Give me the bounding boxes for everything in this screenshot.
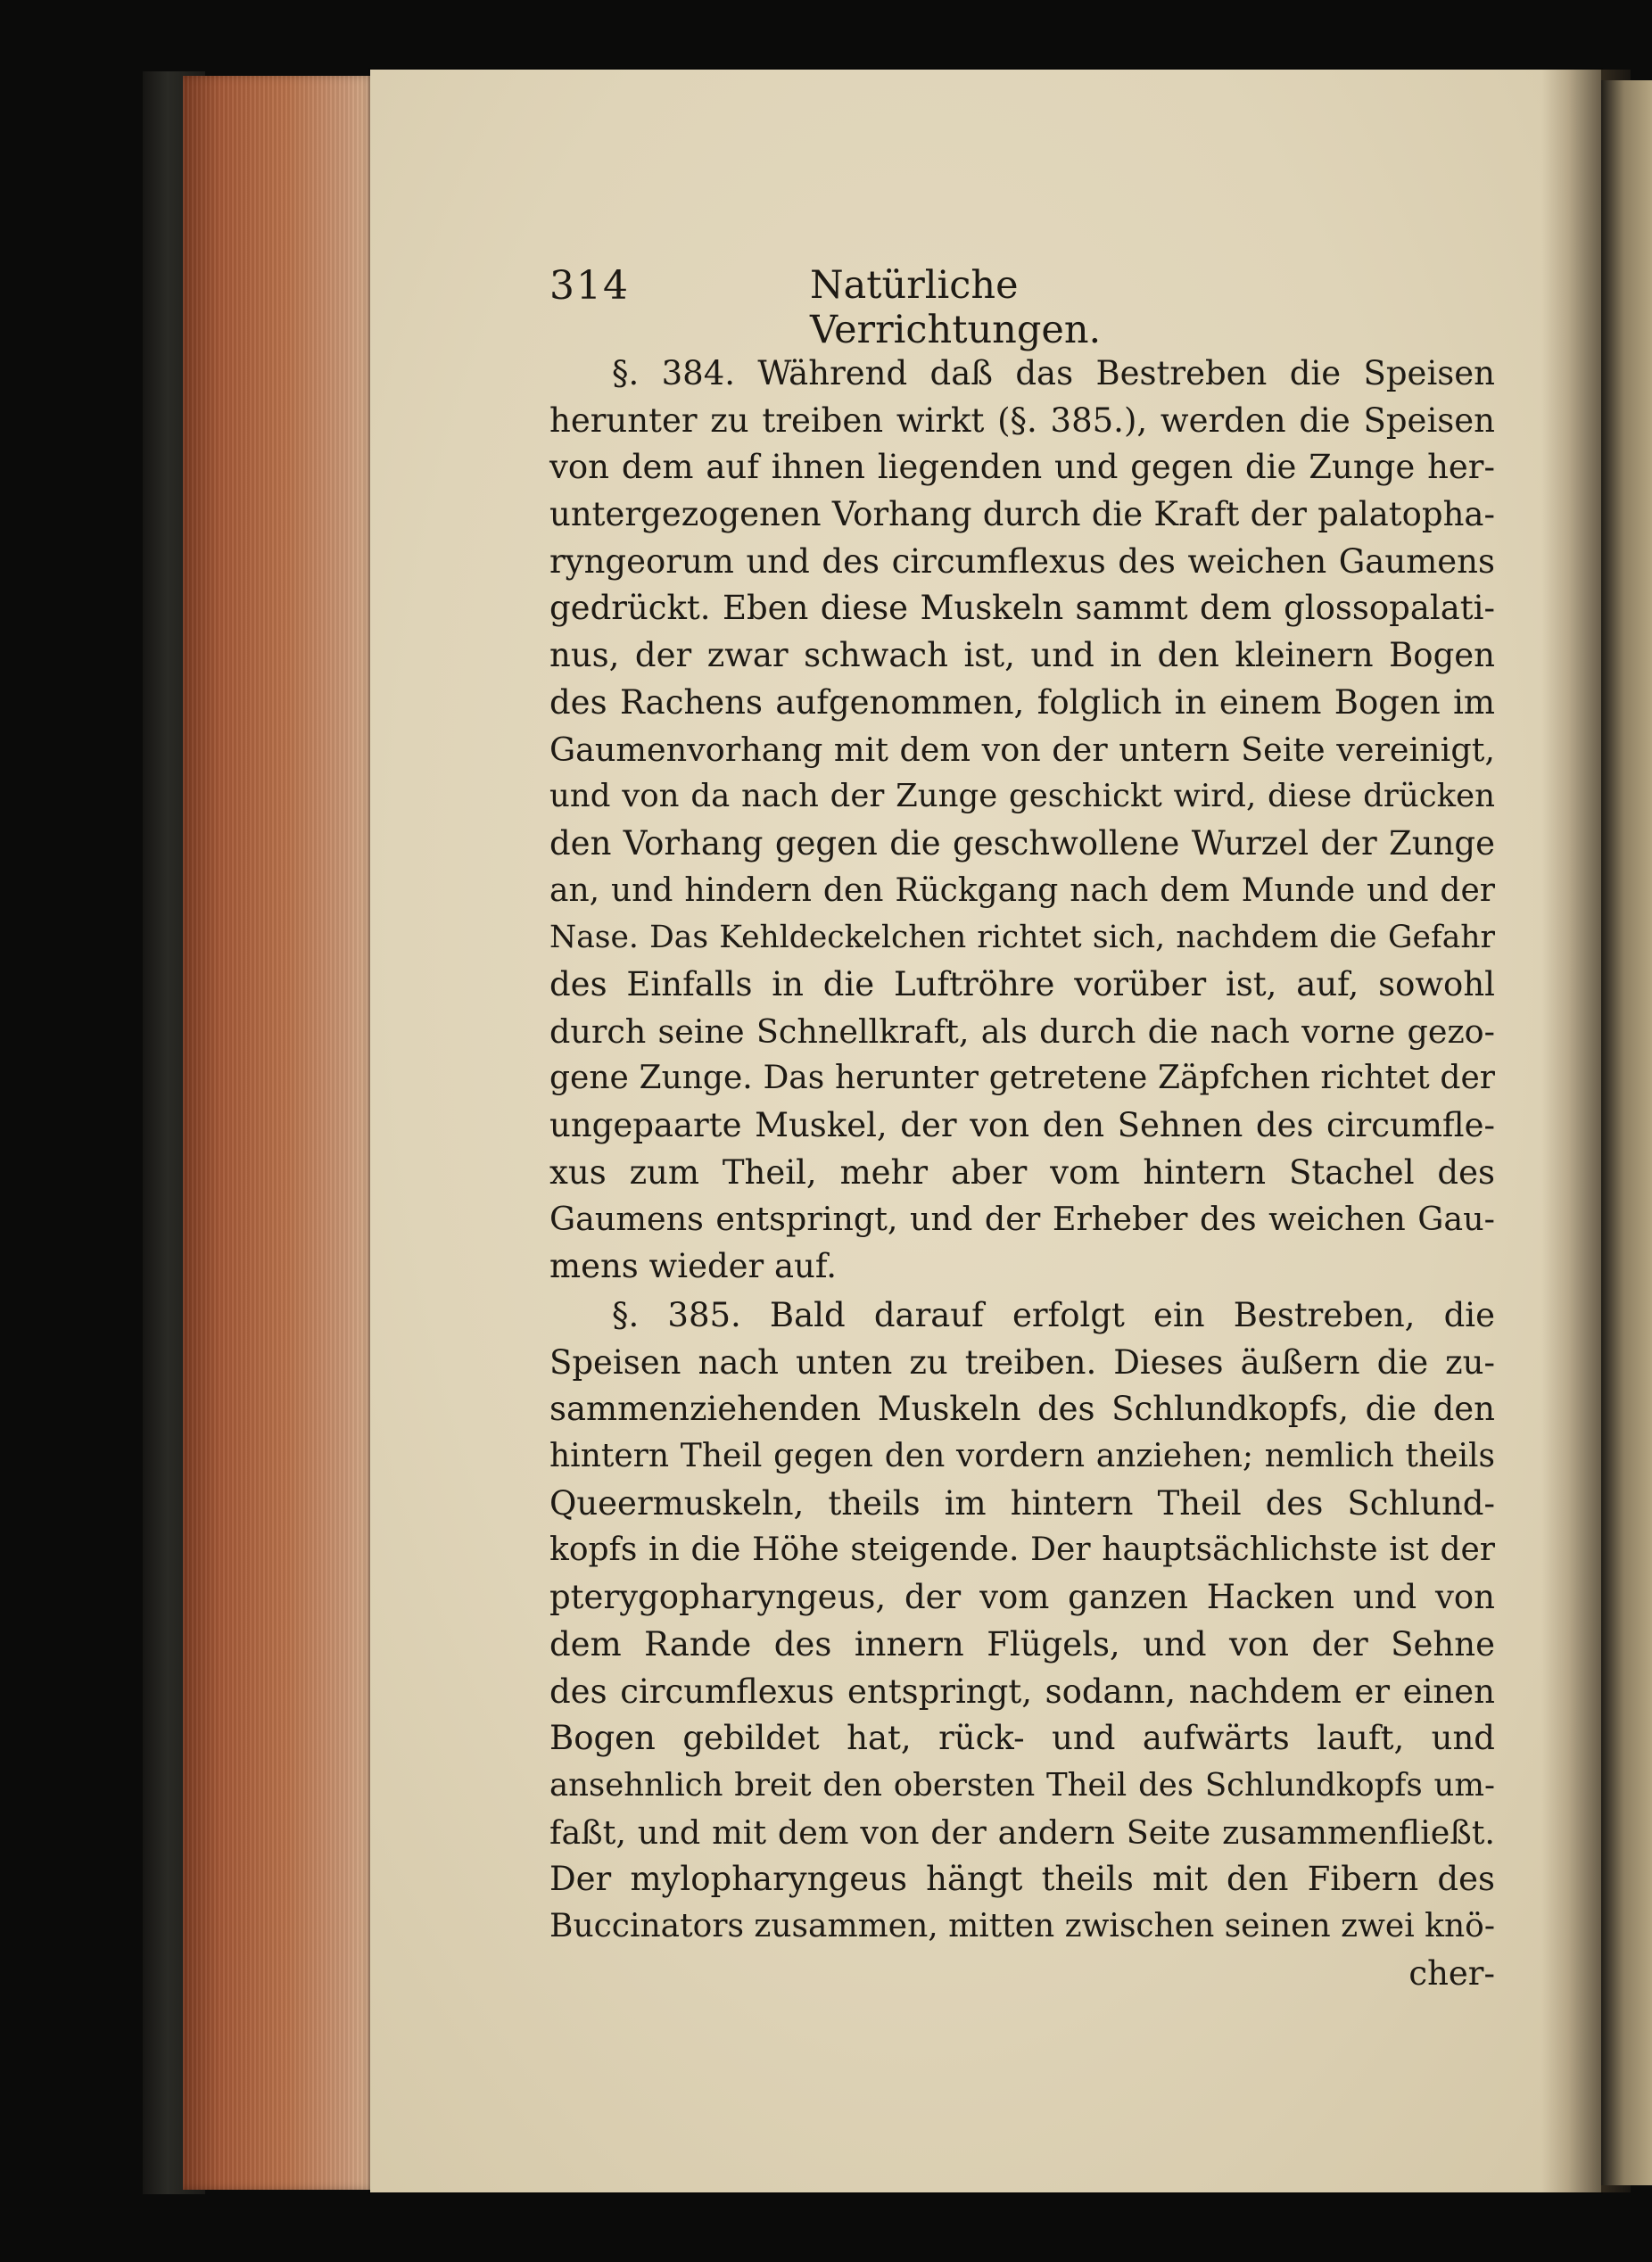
text-line: des circumflexus entspringt, sodann, nachdem er einen xyxy=(549,1672,1495,1711)
text-line: ryngeorum und des circumflexus des weichen Gaumens xyxy=(549,541,1495,581)
page-header xyxy=(549,263,1245,352)
text-line: Bogen gebildet hat, rück- und aufwärts lauft, und xyxy=(549,1719,1495,1758)
text-line: mens wieder auf. xyxy=(549,1247,838,1286)
text-line: kopfs in die Höhe steigende. Der hauptsächlichste ist der xyxy=(549,1531,1495,1569)
text-line: faßt, und mit dem von der andern Seite zusammenfließt. xyxy=(549,1812,1495,1852)
text-line: pterygopharyngeus, der vom ganzen Hacken und von xyxy=(549,1578,1495,1617)
page-edges xyxy=(183,76,375,2190)
text-line: §. 385. Bald darauf erfolgt ein Bestreben, die xyxy=(612,1296,1495,1334)
text-line: §. 384. Während daß das Bestreben die Speisen xyxy=(612,354,1495,392)
opposite-page-sliver xyxy=(1601,80,1652,2185)
text-line: Speisen nach unten zu treiben. Dieses äußern die zu- xyxy=(549,1342,1495,1382)
text-line: durch seine Schnellkraft, als durch die nach vorne gezo- xyxy=(549,1011,1495,1051)
text-line: untergezogenen Vorhang durch die Kraft der palatopha- xyxy=(549,495,1495,534)
paragraph-385 xyxy=(549,1292,1495,1997)
text-line: Nase. Das Kehldeckelchen richtet sich, nachdem die Gefahr xyxy=(549,920,1495,956)
text-line: Buccinators zusammen, mitten zwischen seinen zwei knö- xyxy=(549,1907,1495,1944)
text-line: dem Rande des innern Flügels, und von der Sehne xyxy=(549,1624,1495,1663)
text-line: Gaumens entspringt, und der Erheber des weichen Gau- xyxy=(549,1200,1495,1239)
text-line: und von da nach der Zunge geschickt wird, diese drücken xyxy=(549,778,1495,815)
page-number: 314 xyxy=(549,263,630,309)
text-line: ungepaarte Muskel, der von den Sehnen des circumfle- xyxy=(549,1106,1495,1144)
text-line: ansehnlich breit den obersten Theil des Schlundkopfs um- xyxy=(549,1766,1495,1804)
text-line: Queermuskeln, theils im hintern Theil des Schlund- xyxy=(549,1483,1495,1523)
text-line: xus zum Theil, mehr aber vom hintern Stachel des xyxy=(549,1152,1495,1192)
text-line: Der mylopharyngeus hängt theils mit den Fibern des xyxy=(549,1860,1495,1899)
text-line: des Einfalls in die Luftröhre vorüber ist, auf, sowohl xyxy=(549,964,1495,1003)
text-line: hintern Theil gegen den vordern anziehen; nemlich theils xyxy=(549,1438,1495,1475)
text-line: den Vorhang gegen die geschwollene Wurzel der Zunge xyxy=(549,823,1495,863)
text-line: des Rachens aufgenommen, folglich in einem Bogen im xyxy=(549,682,1495,722)
running-title: Natürliche Verrichtungen. xyxy=(810,263,1102,352)
text-line: gene Zunge. Das herunter getretene Zäpfchen richtet der xyxy=(549,1060,1495,1097)
text-line: gedrückt. Eben diese Muskeln sammt dem glossopalati- xyxy=(549,589,1495,628)
text-line: von dem auf ihnen liegenden und gegen die Zunge her- xyxy=(549,448,1495,487)
catchword: cher- xyxy=(1408,1953,1495,1993)
paragraph-384 xyxy=(549,351,1495,1291)
text-line: nus, der zwar schwach ist, und in den kleinern Bogen xyxy=(549,636,1495,675)
text-line: an, und hindern den Rückgang nach dem Munde und der xyxy=(549,871,1495,909)
text-line: herunter zu treiben wirkt (§. 385.), werden die Speisen xyxy=(549,400,1495,440)
text-line: sammenziehenden Muskeln des Schlundkopfs, die den xyxy=(549,1390,1495,1429)
text-line: Gaumenvorhang mit dem von der untern Seite vereinigt, xyxy=(549,730,1495,769)
